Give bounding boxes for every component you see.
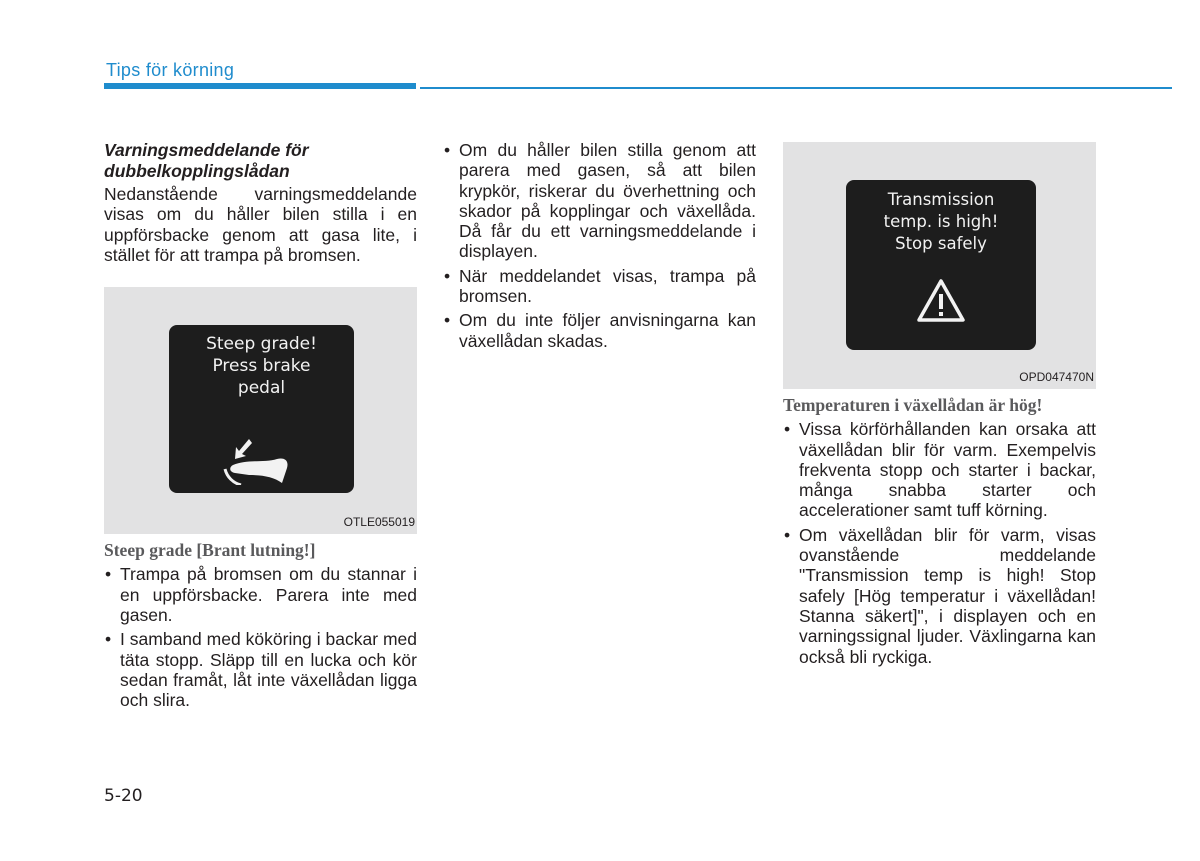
figure-steep-grade — [104, 287, 417, 534]
list-item: • När meddelandet visas, trampa på bromsen. — [443, 266, 756, 307]
section-title: Tips för körning — [106, 60, 235, 80]
list-item: • Vissa körförhållanden kan orsaka att växellådan blir för varm. Exempelvis frekventa stopp och starter i backar, många snabba starter och accelerationer samt tuff körning. — [783, 419, 1096, 520]
section-heading: Varningsmeddelande för dubbelkopplingslådan — [104, 140, 309, 181]
column-3 — [783, 140, 1096, 671]
list-item: • Om växellådan blir för varm, visas ovanstående meddelande "Transmission temp is high! Stop safely [Hög temperatur i växellådan! Stanna säkert]", i displayen och en varningssignal ljuder. Växlingarna kan också bli ryckiga. — [783, 525, 1096, 667]
subheading-transmission-temp: Temperaturen i växellådan är hög! — [783, 395, 1043, 415]
column-2 — [443, 140, 756, 355]
figure-code: OPD047470N — [1019, 369, 1094, 384]
list-item: • I samband med kököring i backar med täta stopp. Släpp till en lucka och kör sedan framåt, låt inte växellådan ligga och slira. — [104, 629, 417, 710]
display-message: Steep grade! Press brake pedal — [206, 334, 317, 399]
foot-press-pedal-icon — [219, 435, 304, 485]
intro-paragraph: Nedanstående varningsmeddelande visas om du håller bilen stilla i en uppförsbacke genom att gasa lite, i stället för att trampa på bromsen. — [104, 184, 417, 265]
cluster-display — [846, 180, 1036, 350]
figure-code: OTLE055019 — [343, 514, 415, 529]
list-item: • Trampa på bromsen om du stannar i en uppförsbacke. Parera inte med gasen. — [104, 564, 417, 625]
column-1 — [104, 140, 417, 715]
figure-transmission-temp — [783, 142, 1096, 389]
bullet-list — [443, 140, 756, 351]
subheading-steep-grade: Steep grade [Brant lutning!] — [104, 540, 316, 561]
display-message: Transmission temp. is high! Stop safely — [883, 190, 999, 253]
header-rule-thick — [104, 83, 416, 89]
page-number: 5-20 — [104, 786, 143, 806]
warning-triangle-icon — [916, 278, 966, 324]
list-item: • Om du håller bilen stilla genom att parera med gasen, så att bilen krypkör, riskerar du överhettning och skador på kopplingar och växellåda. Då får du ett varningsmeddelande i displayen. — [443, 140, 756, 262]
bullet-list — [783, 419, 1096, 667]
cluster-display — [169, 325, 354, 493]
list-item: • Om du inte följer anvisningarna kan växellådan skadas. — [443, 310, 756, 351]
header-rule-thin — [420, 87, 1172, 89]
bullet-list — [104, 564, 417, 710]
